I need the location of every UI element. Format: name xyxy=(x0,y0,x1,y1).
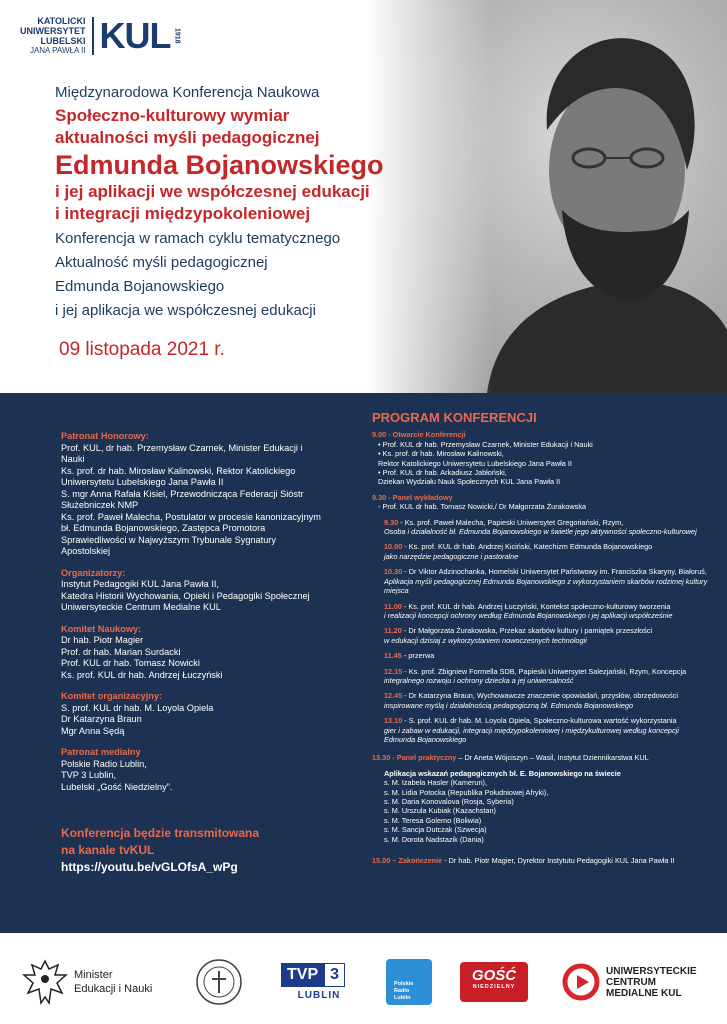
radio-line: Lublin xyxy=(394,995,411,1001)
tvp-mark: TVP xyxy=(281,963,324,987)
panel2-heading: 13.30 - Panel praktyczny xyxy=(372,753,457,763)
program-column xyxy=(372,410,712,866)
talk-time: 10.30 xyxy=(384,567,403,577)
stream-link[interactable]: https://youtu.be/vGLOfsA_wPg xyxy=(61,860,238,874)
talk-title: w edukacji dzisiaj z wykorzystaniem nowoczesnych technologii xyxy=(384,635,587,645)
talk-text: - Dr Małgorzata Żurakowska, Przekaz skarbów kultury i pamiątek przeszłości xyxy=(401,626,653,636)
panel2-line xyxy=(372,753,712,762)
talk-item xyxy=(372,567,712,595)
talk-time: 9.30 xyxy=(384,517,399,527)
panel2-title: Aplikacja wskazań pedagogicznych bł. E. Bojanowskiego na świecie xyxy=(384,768,621,778)
talk-text: - S. prof. KUL dr hab. M. Loyola Opiela, Społeczno-kulturowa wartość wykorzystania xyxy=(402,716,677,726)
talk-text: - przerwa xyxy=(401,651,435,661)
closing-line xyxy=(372,856,712,865)
list-item: Uniwersytetu Lubelskiego Jana Pawła II xyxy=(61,477,224,487)
talk-item xyxy=(372,691,712,710)
list-item: Prof. dr hab. Marian Surdacki xyxy=(61,646,181,657)
organizers-list xyxy=(61,579,321,614)
ucm-line: UNIWERSYTECKIE xyxy=(606,965,697,977)
talk-item xyxy=(372,542,712,561)
talk-time: 11.45 xyxy=(384,651,402,661)
talk-text: - Ks. prof. Paweł Malecha, Papieski Uniwersytet Gregoriański, Rzym, xyxy=(398,517,624,527)
logo-text xyxy=(20,16,86,56)
tvp-city: LUBLIN xyxy=(297,990,341,1001)
program-heading: PROGRAM KONFERENCJI xyxy=(372,410,537,425)
talk-title: integralnego rozwoju i ochrony dziecka a jej uniwersalność xyxy=(384,675,574,685)
title-line: aktualności myśli pedagogicznej xyxy=(55,128,320,147)
cycle-line: Konferencja w ramach cyklu tematycznego xyxy=(55,230,341,247)
title-block xyxy=(55,84,475,361)
list-item: S. prof. KUL dr hab. M. Loyola Opiela xyxy=(61,702,214,713)
gosc-line: NIEDZIELNY xyxy=(472,984,516,990)
talk-time: 12.15 xyxy=(384,666,403,676)
logo-mark: KUL xyxy=(99,15,171,56)
conference-type: Międzynarodowa Konferencja Naukowa xyxy=(55,84,320,101)
cycle-line: i jej aplikacja we współczesnej edukacji xyxy=(55,302,316,319)
tvp-box xyxy=(281,963,345,987)
closing-heading: 15.00 – Zakończenie xyxy=(372,856,443,866)
tvp-number: 3 xyxy=(324,963,345,987)
talk-item xyxy=(372,602,712,621)
minister-line: Edukacji i Nauki xyxy=(74,983,153,995)
ucm-text xyxy=(606,966,697,999)
kul-logo xyxy=(20,16,181,56)
list-item: • Prof. KUL dr hab. Przemysław Czarnek, Minister Edukacji i Nauki xyxy=(378,439,593,449)
talk-title: inspirowane myślą i działalnością pedagogiczną bł. Edmunda Bojanowskiego xyxy=(384,700,634,710)
list-item: Instytut Pedagogiki KUL Jana Pawła II, xyxy=(61,579,219,589)
panel2-chair: – Dr Aneta Wójciszyn – Wasil, Instytut Dziennikarstwa KUL xyxy=(456,753,649,763)
logo-line: LUBELSKI xyxy=(40,36,86,46)
talk-text: - Ks. prof. KUL dr hab. Andrzej Kiciński, Katechizm Edmunda Bojanowskiego xyxy=(402,542,653,552)
list-item: Lubelski „Gość Niedzielny”. xyxy=(61,781,173,792)
list-item: Sprawiedliwości w Najwyższym Trybunale Sygnatury xyxy=(61,534,276,545)
list-item: Ks. prof. KUL dr hab. Andrzej Łuczyński xyxy=(61,669,223,680)
list-item: s. M. Lidia Potocka (Republika Południowej Afryki), xyxy=(384,787,549,797)
list-item: s. M. Daria Konovalova (Rosja, Syberia) xyxy=(384,797,514,806)
cycle-line: Aktualność myśli pedagogicznej xyxy=(55,254,268,271)
eagle-icon xyxy=(22,957,68,1007)
opening-heading: 9.00 - Otwarcie Konferencji xyxy=(372,430,466,440)
scientific-list xyxy=(61,635,321,681)
talk-time: 11.20 xyxy=(384,626,402,636)
list-item: S. mgr Anna Rafała Kisiel, Przewodnicząca Federacji Sióstr xyxy=(61,488,304,499)
organizers-heading: Organizatorzy: xyxy=(61,567,126,578)
sponsors-bar xyxy=(0,933,727,1024)
list-item: • Ks. prof. dr hab. Mirosław Kalinowski, xyxy=(378,449,504,459)
title-line: Społeczno-kulturowy wymiar xyxy=(55,106,290,125)
list-item: Prof. KUL dr hab. Tomasz Nowicki xyxy=(61,658,200,668)
talk-time: 11.00 xyxy=(384,601,402,611)
logo-line: UNIWERSYTET xyxy=(20,26,86,36)
list-item: Katedra Historii Wychowania, Opieki i Pedagogiki Społecznej xyxy=(61,590,310,601)
talk-time: 10.00 xyxy=(384,542,403,552)
talk-title: Osoba i działalność bł. Edmunda Bojanowskiego w świetle jego aktywności społeczno-kulturowej xyxy=(384,527,697,537)
ucm-logo xyxy=(562,957,697,1007)
list-item: Mgr Anna Sędą xyxy=(61,725,125,736)
list-item: s. M. Urszula Kubiak (Kazachstan) xyxy=(384,806,496,816)
list-item: Prof. KUL, dr hab. Przemysław Czarnek, Minister Edukacji i xyxy=(61,442,303,453)
list-item: s. M. Izabela Hasler (Kamerun), xyxy=(384,778,488,788)
list-item: Apostolskiej xyxy=(61,546,111,556)
list-item: Dr Katarzyna Braun xyxy=(61,714,142,724)
gosc-line: GOŚĆ xyxy=(471,967,517,984)
stream-info xyxy=(61,825,341,876)
honorary-heading: Patronat Honorowy: xyxy=(61,431,149,441)
panel1-heading: 9.30 - Panel wykładowy xyxy=(372,492,453,502)
media-heading: Patronat medialny xyxy=(61,747,141,757)
list-item: Dr hab. Piotr Magier xyxy=(61,635,144,645)
talk-title: gier i zabaw w edukacji, integracji międzypokoleniowej i międzykulturowej według koncepcji Edmunda Bojanowskiego xyxy=(384,725,679,744)
list-item: Służebniczek NMP xyxy=(61,500,139,510)
list-item: Nauki xyxy=(61,454,85,464)
panel2-list xyxy=(372,778,712,844)
logo-divider xyxy=(92,17,94,55)
list-item: bł. Edmunda Bojanowskiego, Zastępca Promotora xyxy=(61,523,266,533)
title-line: i jej aplikacji we współczesnej edukacji xyxy=(55,182,370,201)
stream-line: na kanale tvKUL xyxy=(61,843,155,857)
talk-text: - Dr Katarzyna Braun, Wychowawcze znaczenie opowiadań, przysłów, obrzędowości xyxy=(402,691,678,701)
talk-item xyxy=(372,667,712,686)
radio-line: Polskie xyxy=(394,981,414,987)
talks-list xyxy=(372,518,712,745)
scientific-heading: Komitet Naukowy: xyxy=(61,623,142,634)
honorary-list xyxy=(61,443,321,558)
program-section xyxy=(0,393,727,933)
minister-text xyxy=(74,968,152,996)
patronage-column xyxy=(61,431,321,793)
talk-title: Aplikacja myśli pedagogicznej Edmunda Bojanowskiego z wykorzystaniem skarbów rodzimej kultury miejsca xyxy=(384,576,708,596)
gosc-niedzielny-logo xyxy=(460,957,528,1007)
list-item: s. M. Sancja Dutczak (Szwecja) xyxy=(384,825,487,835)
talk-time: 12.45 xyxy=(384,691,403,701)
gosc-badge xyxy=(460,962,528,1002)
header-section xyxy=(0,0,727,393)
title-line: i integracji międzypokoleniowej xyxy=(55,204,311,223)
media-list xyxy=(61,759,321,794)
minister-line: Minister xyxy=(74,969,113,981)
list-item: s. M. Teresa Golemo (Boliwia) xyxy=(384,815,482,825)
list-item: Uniwersyteckie Centrum Medialne KUL xyxy=(61,602,221,612)
talk-item xyxy=(372,626,712,645)
ucm-line: CENTRUM xyxy=(606,976,656,988)
list-item: Polskie Radio Lublin, xyxy=(61,758,147,769)
list-item: • Prof. KUL dr hab. Arkadiusz Jabłoński, xyxy=(378,468,507,478)
opening-list xyxy=(372,440,712,487)
cycle-line: Edmunda Bojanowskiego xyxy=(55,278,225,295)
logo-line: KATOLICKI xyxy=(37,16,86,26)
tvp3-logo xyxy=(281,957,357,1007)
talk-title: jako narzędzie pedagogiczne i pastoralne xyxy=(384,551,519,561)
list-item: Dziekan Wydziału Nauk Społecznych KUL Jana Pawła II xyxy=(378,477,561,487)
conference-date: 09 listopada 2021 r. xyxy=(59,339,225,360)
seal-icon xyxy=(194,957,244,1007)
talk-item xyxy=(372,518,712,537)
logo-year: 1918 xyxy=(173,28,181,44)
list-item: Rektor Katolickiego Uniwersytetu Lubelskiego Jana Pawła II xyxy=(378,458,572,468)
list-item: s. M. Dorota Nadstazik (Dania) xyxy=(384,834,484,844)
list-item: Ks. prof. Paweł Malecha, Postulator w procesie kanonizacyjnym xyxy=(61,511,321,522)
logo-line: JANA PAWŁA II xyxy=(29,46,86,55)
talk-text: - Ks. prof. KUL dr hab. Andrzej Łuczyński, Kontekst społeczno-kulturowy tworzenia xyxy=(401,601,671,611)
list-item: TVP 3 Lublin, xyxy=(61,770,116,780)
polskie-radio-logo xyxy=(386,957,432,1007)
panel1-chairs: - Prof. KUL dr hab. Tomasz Nowicki,/ Dr Małgorzata Żurakowska xyxy=(378,502,587,512)
minister-logo xyxy=(22,957,152,1007)
play-icon xyxy=(562,963,600,1001)
talk-item xyxy=(372,716,712,744)
org-committee-list xyxy=(61,703,321,738)
list-item: Ks. prof. dr hab. Mirosław Kalinowski, Rektor Katolickiego xyxy=(61,465,296,476)
talk-text: - Dr Viktor Adzinochanka, Homelski Uniwersytet Państwowy im. Franciszka Skaryny, Białoruś, xyxy=(402,567,707,577)
talk-title: i realizacji koncepcji ochrony według Edmunda Bojanowskiego i jej aplikacji współcześnie xyxy=(384,610,673,620)
radio-badge xyxy=(386,959,432,1005)
talk-time: 13.10 xyxy=(384,716,403,726)
title-name: Edmunda Bojanowskiego xyxy=(55,150,384,180)
org-committee-heading: Komitet organizacyjny: xyxy=(61,691,163,701)
talk-text: - Ks. prof. Zbigniew Formella SDB, Papieski Uniwersytet Salezjański, Rzym, Koncepcja xyxy=(402,666,687,676)
closing-text: - Dr hab. Piotr Magier, Dyrektor Instytutu Pedagogiki KUL Jana Pawła II xyxy=(442,856,675,866)
radio-line: Radio xyxy=(394,988,410,994)
federation-seal xyxy=(194,957,244,1007)
stream-line: Konferencja będzie transmitowana xyxy=(61,826,260,840)
talk-item xyxy=(372,651,712,660)
ucm-line: MEDIALNE KUL xyxy=(606,987,682,999)
